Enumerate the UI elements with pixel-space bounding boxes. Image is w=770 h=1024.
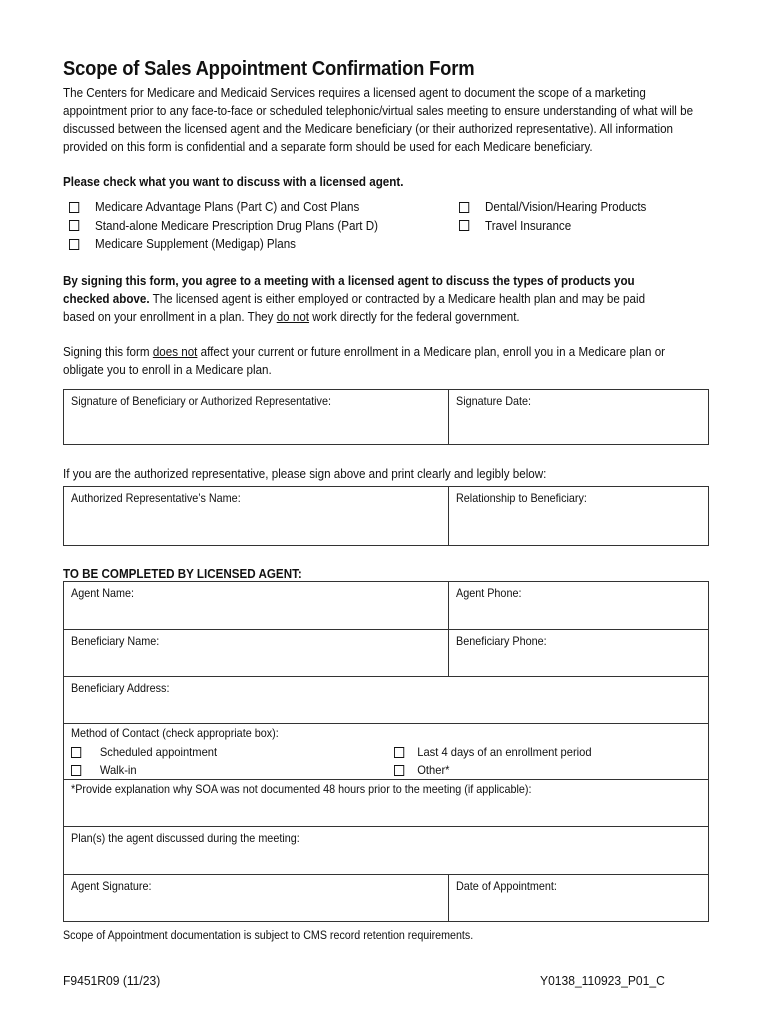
field-label: Relationship to Beneficiary: xyxy=(456,491,587,505)
beneficiary-address-field[interactable] xyxy=(64,677,708,723)
method-label: Scheduled appointment xyxy=(99,745,218,759)
method-of-contact-field xyxy=(64,724,708,779)
method-option[interactable] xyxy=(71,743,217,761)
signing-paragraph xyxy=(63,343,668,379)
agreement-bold-text: By signing this form, you agree to a meeting with a licensed agent to discuss the types of products you checked above. xyxy=(63,274,635,306)
product-checklist-right xyxy=(459,198,660,235)
auth-rep-name-field[interactable] xyxy=(64,487,449,545)
product-label: Medicare Supplement (Medigap) Plans xyxy=(95,237,297,251)
checkbox[interactable] xyxy=(69,220,79,231)
checkbox[interactable] xyxy=(71,747,81,758)
form-number: F9451R09 (11/23) xyxy=(63,973,161,988)
field-label: Authorized Representative’s Name: xyxy=(71,491,241,505)
product-checklist-left xyxy=(69,198,401,254)
form-code: Y0138_110923_P01_C xyxy=(540,973,665,988)
checkbox[interactable] xyxy=(69,239,79,250)
product-option[interactable] xyxy=(69,217,378,236)
signing-underline: does not xyxy=(152,345,198,359)
agent-section-heading: TO BE COMPLETED BY LICENSED AGENT: xyxy=(63,567,302,581)
signing-text-end: affect your current or future enrollment in a Medicare plan, enroll you in a Medicare plan or obligate you to enroll in a Medicare plan. xyxy=(63,345,666,377)
field-label: Plan(s) the agent discussed during the meeting: xyxy=(71,831,300,845)
plans-discussed-field[interactable] xyxy=(64,827,708,874)
appointment-date-field[interactable] xyxy=(449,875,708,921)
field-label: Signature of Beneficiary or Authorized Representative: xyxy=(71,394,331,408)
field-label: Beneficiary Name: xyxy=(71,634,160,648)
signature-date-field[interactable] xyxy=(449,390,708,444)
field-label: Date of Appointment: xyxy=(456,879,557,893)
agent-signature-field[interactable] xyxy=(64,875,449,921)
beneficiary-phone-field[interactable] xyxy=(449,630,708,676)
checkbox[interactable] xyxy=(394,747,404,758)
method-option[interactable] xyxy=(394,743,592,761)
agreement-underline: do not xyxy=(276,310,310,324)
product-label: Stand-alone Medicare Prescription Drug Plans (Part D) xyxy=(95,218,379,233)
field-label: Beneficiary Address: xyxy=(71,681,170,695)
agreement-text: The licensed agent is either employed or contracted by a Medicare health plan and may be paid based on your enrollment in a plan. They xyxy=(63,292,646,324)
product-option[interactable] xyxy=(459,198,646,217)
product-label: Dental/Vision/Hearing Products xyxy=(485,200,647,214)
product-option[interactable] xyxy=(69,198,378,217)
agreement-text-end: work directly for the federal government. xyxy=(309,310,520,324)
checkbox[interactable] xyxy=(394,765,404,776)
explanation-field[interactable] xyxy=(64,780,708,826)
form-title: Scope of Sales Appointment Confirmation Form xyxy=(63,58,475,80)
beneficiary-signature-table xyxy=(63,389,709,445)
field-label: Signature Date: xyxy=(456,394,532,408)
agent-table xyxy=(63,581,709,922)
checkbox[interactable] xyxy=(459,202,469,213)
field-label: Agent Name: xyxy=(71,586,135,600)
agent-name-field[interactable] xyxy=(64,582,449,629)
product-label: Medicare Advantage Plans (Part C) and Cost Plans xyxy=(95,200,360,214)
agent-phone-field[interactable] xyxy=(449,582,708,629)
beneficiary-signature-field[interactable] xyxy=(64,390,449,444)
field-label: Beneficiary Phone: xyxy=(456,634,547,648)
method-label: Other* xyxy=(417,763,450,777)
field-label: Agent Phone: xyxy=(456,586,522,600)
field-label: *Provide explanation why SOA was not documented 48 hours prior to the meeting (if applicable): xyxy=(71,782,532,796)
field-label: Method of Contact (check appropriate box): xyxy=(71,726,279,740)
checkbox[interactable] xyxy=(69,202,79,213)
product-option[interactable] xyxy=(459,217,646,236)
auth-rep-note: If you are the authorized representative, please sign above and print clearly and legibly below: xyxy=(63,467,547,481)
method-option[interactable] xyxy=(71,761,217,779)
field-label: Agent Signature: xyxy=(71,879,152,893)
product-label: Travel Insurance xyxy=(485,218,572,233)
auth-rep-table xyxy=(63,486,709,546)
checkbox[interactable] xyxy=(459,220,469,231)
check-heading: Please check what you want to discuss with a licensed agent. xyxy=(63,175,404,189)
relationship-field[interactable] xyxy=(449,487,708,545)
checkbox[interactable] xyxy=(71,765,81,776)
retention-note: Scope of Appointment documentation is subject to CMS record retention requirements. xyxy=(63,930,474,942)
method-label: Last 4 days of an enrollment period xyxy=(417,745,592,759)
agreement-paragraph xyxy=(63,272,668,326)
intro-paragraph: The Centers for Medicare and Medicaid Services requires a licensed agent to document the scope of a marketing appointment prior to any face-to-face or scheduled telephonic/virtual sales meeting to ensure understanding of what will be discussed between the licensed agent and the Medicare beneficiary (or their authorized representative). All information provided on this form is confidential and a separate form should be used for each Medicare beneficiary. xyxy=(63,86,694,154)
product-option[interactable] xyxy=(69,235,378,254)
method-option[interactable] xyxy=(394,761,592,779)
method-label: Walk-in xyxy=(99,763,137,777)
beneficiary-name-field[interactable] xyxy=(64,630,449,676)
signing-text: Signing this form xyxy=(63,345,153,359)
